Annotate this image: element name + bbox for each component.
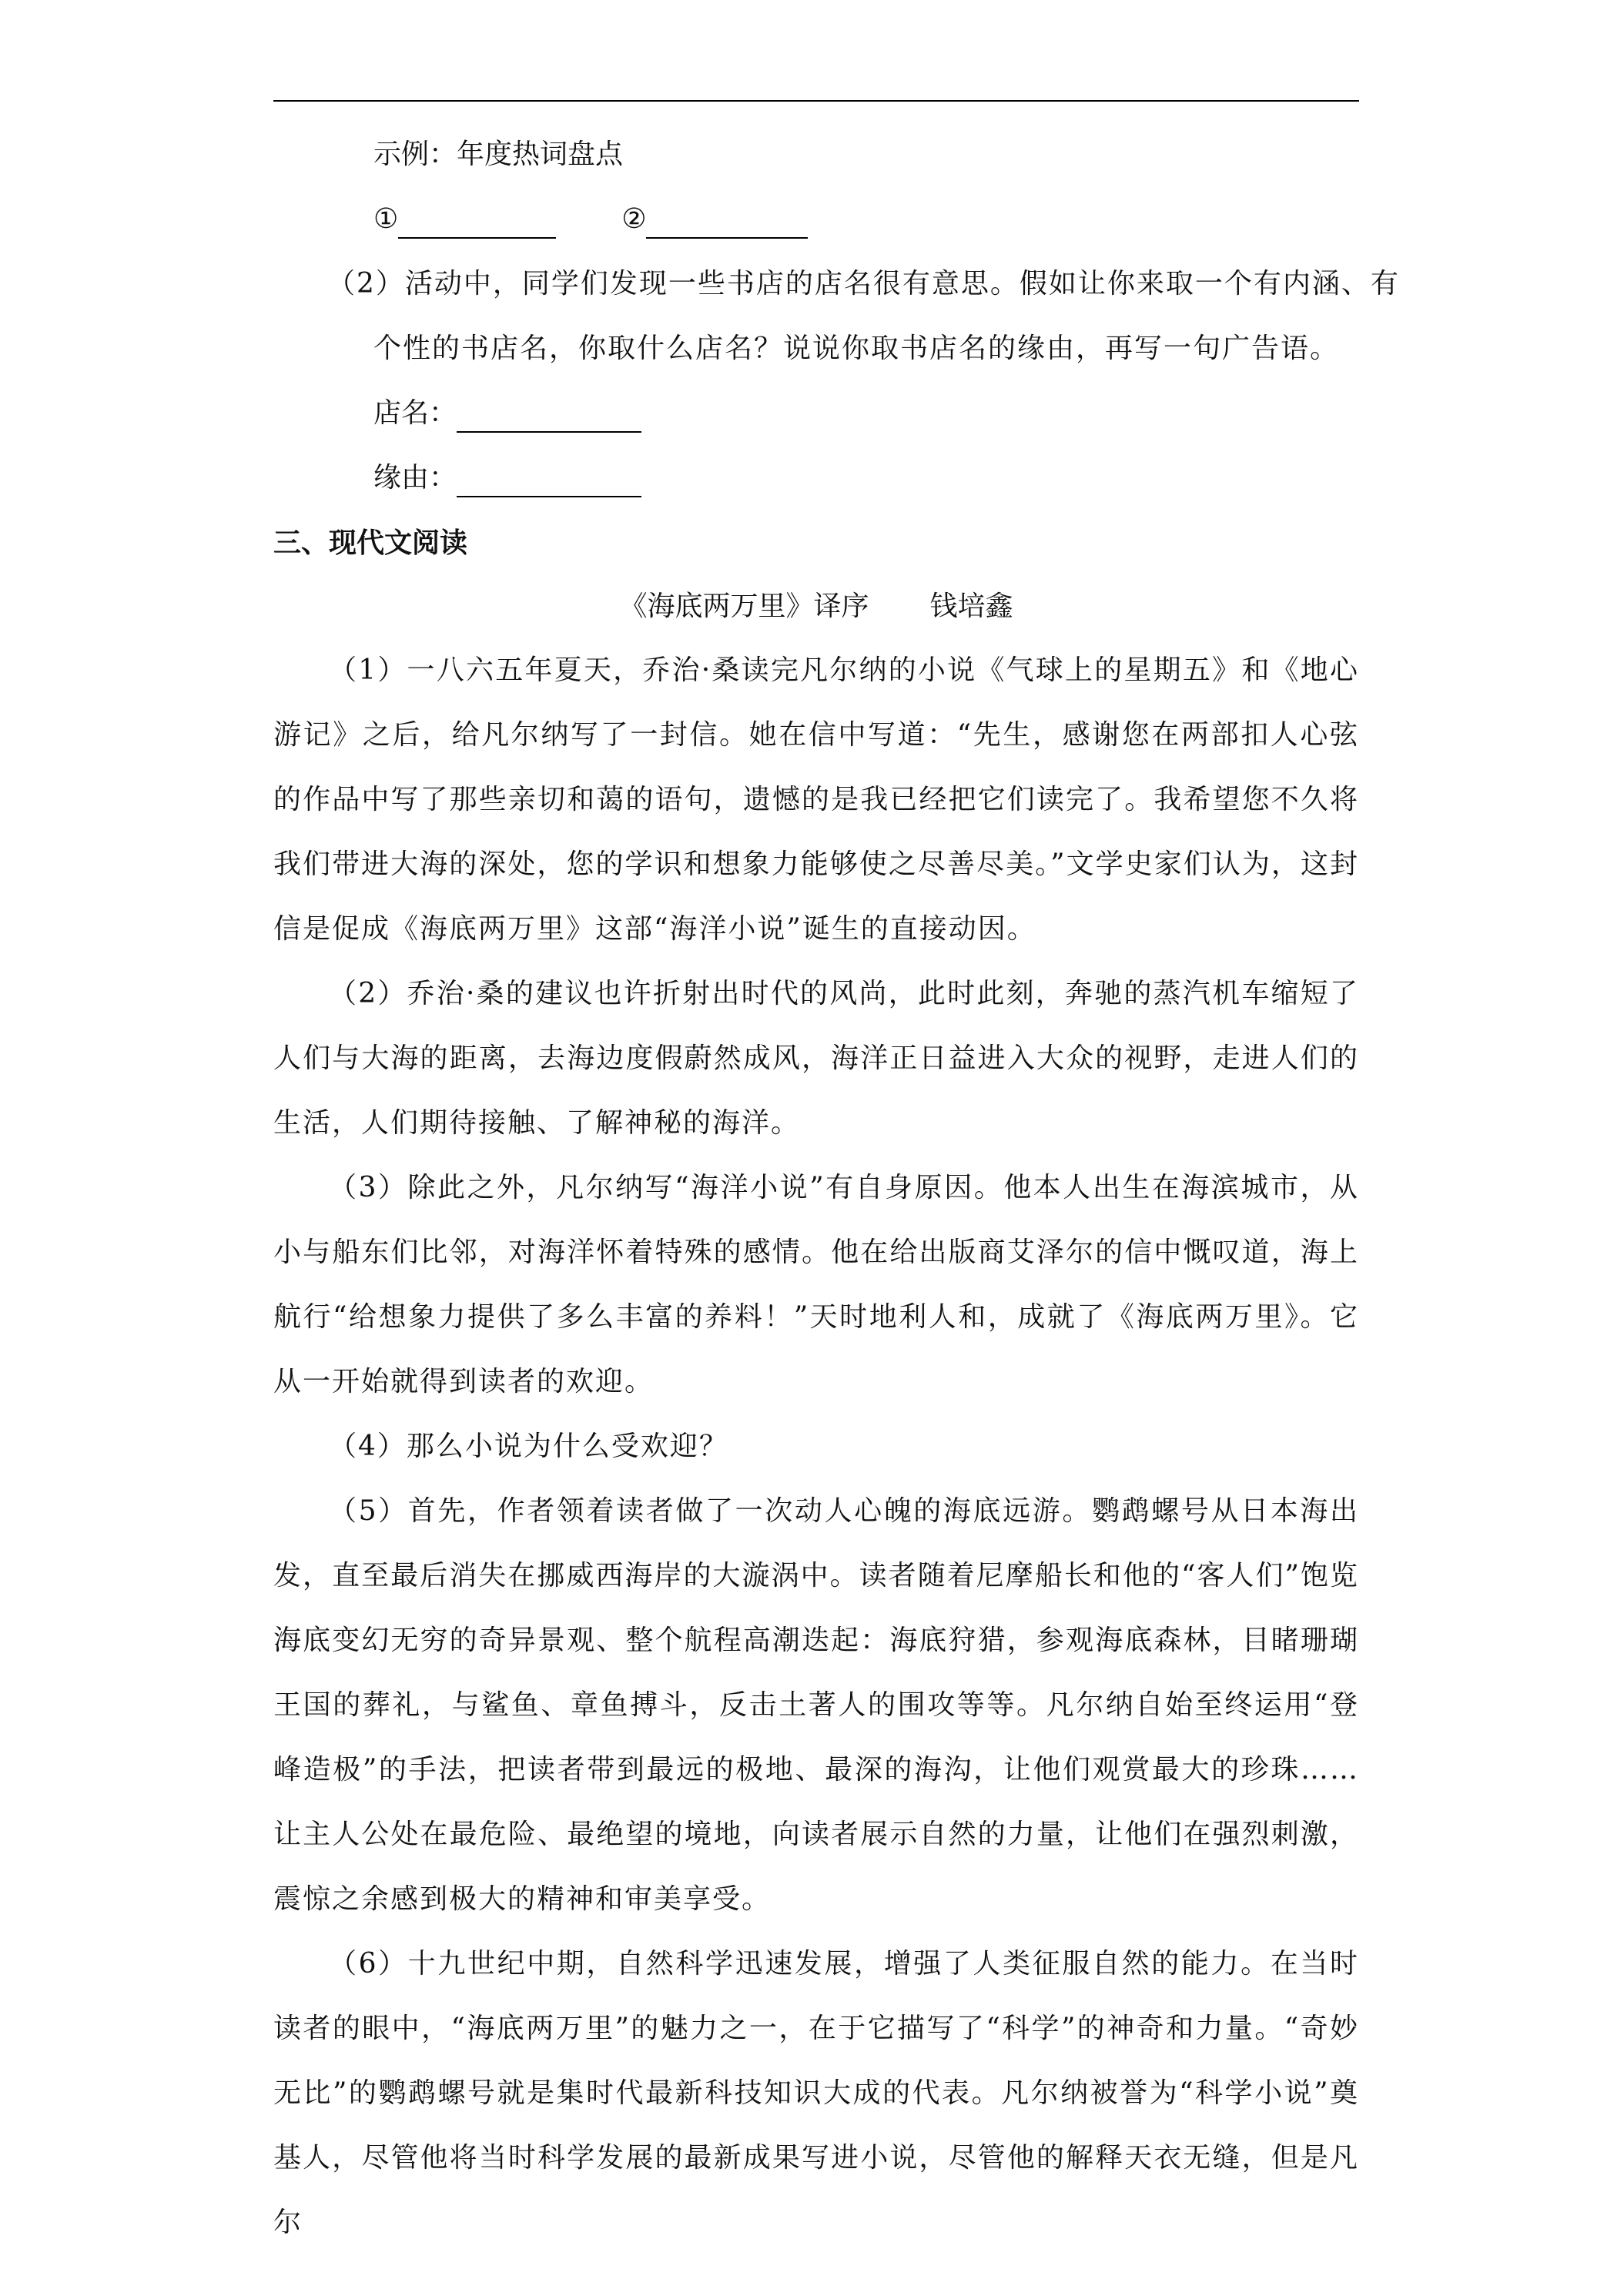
answer-blanks — [373, 200, 808, 239]
shop-name-label: 店名： — [373, 397, 457, 429]
blank-1[interactable] — [398, 206, 556, 239]
paragraph-1: （1）一八六五年夏天，乔治·桑读完凡尔纳的小说《气球上的星期五》和《地心游记》之后，给凡尔纳写了一封信。她在信中写道：“先生，感谢您在两部扣人心弦的作品中写了那些亲切和蔼的语句，遗憾的是我已经把它们读完了。我希望您不久将我们带进大海的深处，您的学识和想象力能够使之尽善尽美。”文学史家们认为，这封信是促成《海底两万里》这部“海洋小说”诞生的直接动因。 — [273, 654, 1359, 945]
blank-2-marker: ② — [621, 203, 647, 235]
reason-label: 缘由： — [373, 462, 457, 494]
blank-2[interactable] — [646, 206, 808, 239]
article-title-row — [273, 587, 1359, 626]
reason-row — [373, 459, 641, 497]
paragraph-6: （6）十九世纪中期，自然科学迅速发展，增强了人类征服自然的能力。在当时读者的眼中，“海底两万里”的魅力之一，在于它描写了“科学”的神奇和力量。“奇妙无比”的鹦鹉螺号就是集时代最新科技知识大成的代表。凡尔纳被誉为“科学小说”奠基人，尽管他将当时科学发展的最新成果写进小说，尽管他的解释天衣无缝，但是凡尔 — [273, 1948, 1359, 2238]
paragraph-4: （4）那么小说为什么受欢迎？ — [329, 1431, 728, 1462]
section-heading: 三、现代文阅读 — [273, 527, 468, 559]
shop-name-blank[interactable] — [457, 400, 641, 433]
blank-1-marker: ① — [373, 203, 399, 235]
paragraph-2: （2）乔治·桑的建议也许折射出时代的风尚，此时此刻，奔驰的蒸汽机车缩短了人们与大海的距离，去海边度假蔚然成风，海洋正日益进入大众的视野，走进人们的生活，人们期待接触、了解神秘的海洋。 — [273, 978, 1359, 1139]
paragraph-3: （3）除此之外，凡尔纳写“海洋小说”有自身原因。他本人出生在海滨城市，从小与船东们比邻，对海洋怀着特殊的感情。他在给出版商艾泽尔的信中慨叹道，海上航行“给想象力提供了多么丰富的养料！”天时地利人和，成就了《海底两万里》。它从一开始就得到读者的欢迎。 — [273, 1172, 1359, 1397]
paragraph-5: （5）首先，作者领着读者做了一次动人心魄的海底远游。鹦鹉螺号从日本海出发，直至最后消失在挪威西海岸的大漩涡中。读者随着尼摩船长和他的“客人们”饱览海底变幻无穷的奇异景观、整个航程高潮迭起：海底狩猎，参观海底森林，目睹珊瑚王国的葬礼，与鲨鱼、章鱼搏斗，反击土著人的围攻等等。凡尔纳自始至终运用“登峰造极”的手法，把读者带到最远的极地、最深的海沟，让他们观赏最大的珍珠……让主人公处在最危险、最绝望的境地，向读者展示自然的力量，让他们在强烈刺激，震惊之余感到极大的精神和审美享受。 — [273, 1495, 1359, 1915]
header-rule — [273, 100, 1359, 102]
shop-name-row — [373, 394, 641, 433]
article-title: 《海底两万里》译序 — [619, 591, 869, 622]
question-2-line-2: 个性的书店名，你取什么店名？说说你取书店名的缘由，再写一句广告语。 — [373, 333, 1340, 364]
reason-blank[interactable] — [457, 465, 641, 497]
article-author: 钱培鑫 — [929, 591, 1013, 622]
example-line: 示例：年度热词盘点 — [373, 139, 624, 170]
question-2-line-1: （2）活动中，同学们发现一些书店的店名很有意思。假如让你来取一个有内涵、有 — [327, 268, 1400, 300]
